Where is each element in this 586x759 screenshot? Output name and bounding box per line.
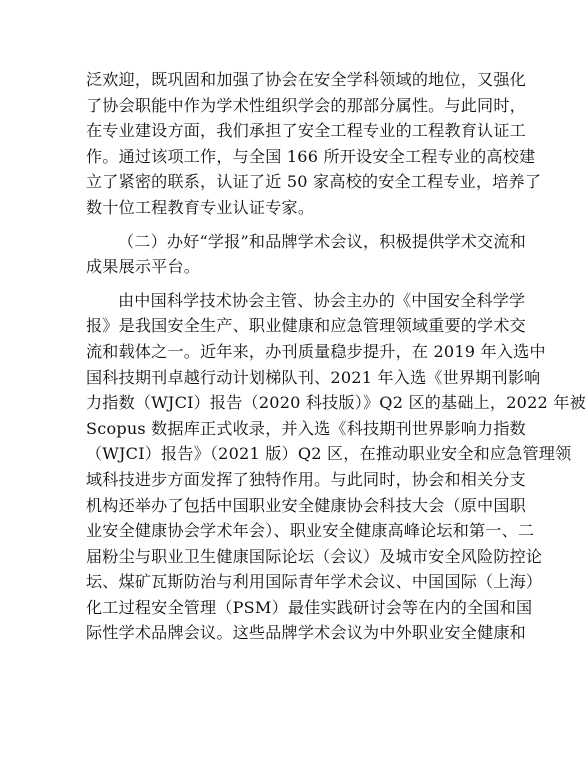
text-line: 力指数（WJCI）报告（2020 科技版）》Q2 区的基础上，2022 年被 bbox=[86, 393, 586, 413]
text-line: 业安全健康协会学术年会）、职业安全健康高峰论坛和第一、二 bbox=[86, 521, 535, 541]
text-line: 届粉尘与职业卫生健康国际论坛（会议）及城市安全风险防控论 bbox=[86, 546, 543, 566]
text-line: 国科技期刊卓越行动计划梯队刊、2021 年入选《世界期刊影响 bbox=[86, 367, 541, 387]
text-line: 坛、煤矿瓦斯防治与利用国际青年学术会议、中国国际（上海） bbox=[86, 572, 543, 592]
paragraph-2-heading bbox=[86, 229, 526, 280]
text-line: 了协会职能中作为学术性组织学会的那部分属性。与此同时， bbox=[86, 95, 526, 115]
paragraph-3 bbox=[86, 288, 586, 646]
body-text bbox=[86, 67, 586, 646]
text-line: （二）办好“学报”和品牌学术会议，积极提供学术交流和 bbox=[118, 231, 526, 251]
text-line: 成果展示平台。 bbox=[86, 257, 201, 277]
paragraph-spacer bbox=[86, 280, 500, 288]
paragraph-1 bbox=[86, 67, 542, 221]
text-line: 流和载体之一。近年来，办刊质量稳步提升，在 2019 年入选中 bbox=[86, 341, 546, 361]
text-line: 机构还举办了包括中国职业安全健康协会科技大会（原中国职 bbox=[86, 495, 526, 515]
text-line: 报》是我国安全生产、职业健康和应急管理领域重要的学术交 bbox=[86, 316, 526, 336]
text-line: 泛欢迎，既巩固和加强了协会在安全学科领域的地位，又强化 bbox=[86, 70, 526, 89]
text-line: （WJCI）报告》（2021 版）Q2 区，在推动职业安全和应急管理领 bbox=[86, 444, 572, 464]
text-line: Scopus 数据库正式收录，并入选《科技期刊世界影响力指数 bbox=[86, 418, 526, 438]
text-line: 在专业建设方面，我们承担了安全工程专业的工程教育认证工 bbox=[86, 121, 526, 141]
text-line: 化工过程安全管理（PSM）最佳实践研讨会等在内的全国和国 bbox=[86, 597, 533, 617]
text-line: 作。通过该项工作，与全国 166 所开设安全工程专业的高校建 bbox=[86, 146, 536, 166]
text-line: 域科技进步方面发挥了独特作用。与此同时，协会和相关分支 bbox=[86, 469, 526, 489]
text-line: 由中国科学技术协会主管、协会主办的《中国安全科学学 bbox=[118, 290, 526, 310]
text-line: 际性学术品牌会议。这些品牌学术会议为中外职业安全健康和 bbox=[86, 623, 526, 643]
text-line: 立了紧密的联系，认证了近 50 家高校的安全工程专业，培养了 bbox=[86, 172, 542, 192]
paragraph-spacer bbox=[86, 221, 500, 229]
text-line: 数十位工程教育专业认证专家。 bbox=[86, 197, 315, 217]
